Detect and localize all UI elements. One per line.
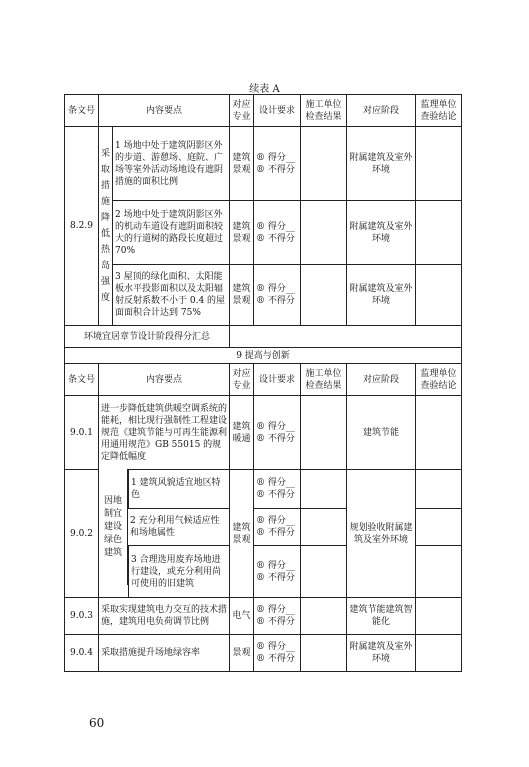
checklist-table <box>64 94 462 672</box>
supervisor-result <box>416 127 462 201</box>
item-major: 建筑暖通 <box>230 396 254 470</box>
header-builder: 施工单位检查结果 <box>301 95 347 127</box>
design-requirement <box>254 201 301 265</box>
supervisor-result <box>416 598 462 635</box>
builder-result <box>301 470 347 509</box>
design-requirement <box>254 470 301 509</box>
score-option: ® 得分__ <box>256 221 295 232</box>
clause-number: 9.0.1 <box>65 396 99 470</box>
supervisor-result <box>416 396 462 470</box>
measure-label: 采取措施降低热岛强度 <box>99 127 113 326</box>
supervisor-result <box>416 265 462 326</box>
score-option: ® 得分__ <box>256 421 295 432</box>
item-major: 电气 <box>230 598 254 635</box>
supervisor-result <box>416 201 462 265</box>
header-clause: 条文号 <box>65 364 99 396</box>
clause-number: 9.0.3 <box>65 598 99 635</box>
clause-number: 9.0.2 <box>65 470 99 598</box>
builder-result <box>301 396 347 470</box>
stage-cell: 建筑节能建筑智能化 <box>347 598 416 635</box>
summary-label: 环境宜居章节设计阶段得分汇总 <box>65 326 230 348</box>
item-major: 建筑景观 <box>230 127 254 201</box>
noscore-option: ® 不得分 <box>256 617 295 627</box>
item-text: 1 建筑风貌适宜地区特色 <box>131 478 221 500</box>
noscore-option: ® 不得分 <box>256 233 295 244</box>
item-text: 3 屋顶的绿化面积、太阳能板水平投影面积以及太阳辐射反射系数不小于 0.4 的屋面面积合计达到 75% <box>113 265 230 326</box>
section-title: 9 提高与创新 <box>65 348 462 364</box>
table-row <box>65 396 462 470</box>
table-row <box>65 127 462 201</box>
stage-cell: 规划验收附属建筑及室外环境 <box>347 470 416 598</box>
header-clause: 条文号 <box>65 95 99 127</box>
design-requirement <box>254 265 301 326</box>
builder-result <box>301 265 347 326</box>
table-row <box>65 201 462 265</box>
clause-number: 8.2.9 <box>65 127 99 326</box>
builder-result <box>301 509 347 546</box>
header-content: 内容要点 <box>99 95 230 127</box>
stage-cell: 附属建筑及室外环境 <box>347 265 416 326</box>
score-option: ® 得分__ <box>256 560 295 571</box>
item-major: 景观 <box>230 635 254 672</box>
score-option: ® 得分__ <box>256 284 295 294</box>
measure-label: 因地制宜建设绿色建筑 <box>99 469 128 585</box>
supervisor-result <box>416 509 462 546</box>
item-text: 3 合理选用废弃场地进行建设，或充分利用尚可使用的旧建筑 <box>131 554 222 589</box>
summary-value <box>230 326 462 348</box>
stage-cell: 建筑节能 <box>347 396 416 470</box>
design-requirement <box>254 396 301 470</box>
item-major: 建筑景观 <box>230 470 254 598</box>
score-option: ® 得分__ <box>256 642 295 652</box>
builder-result <box>301 201 347 265</box>
score-option: ® 得分__ <box>256 516 295 526</box>
item-major: 建筑景观 <box>230 265 254 326</box>
item-text: 采取措施提升场地绿容率 <box>99 635 230 672</box>
builder-result <box>301 546 347 598</box>
item-text: 采取实现建筑电力交互的技术措施，建筑用电负荷调节比例 <box>99 598 230 635</box>
header-content: 内容要点 <box>99 364 230 396</box>
clause-number: 9.0.4 <box>65 635 99 672</box>
noscore-option: ® 不得分 <box>256 528 295 538</box>
supervisor-result <box>416 470 462 509</box>
noscore-option: ® 不得分 <box>256 490 295 500</box>
score-option: ® 得分__ <box>256 478 295 488</box>
stage-cell: 附属建筑及室外环境 <box>347 635 416 672</box>
stage-cell: 附属建筑及室外环境 <box>347 127 416 201</box>
builder-result <box>301 635 347 672</box>
item-text: 2 充分利用气候适应性和场地属性 <box>130 516 220 538</box>
header-supervisor: 监理单位查验结论 <box>416 95 462 127</box>
design-requirement <box>254 635 301 672</box>
table-row <box>65 635 462 672</box>
design-requirement <box>254 546 301 598</box>
design-requirement <box>254 509 301 546</box>
item-text: 1 场地中处于建筑阴影区外的步道、游憩场、庭院、广场等室外活动场地设有遮阴措施的面积比例 <box>113 127 230 201</box>
header-row <box>65 95 462 127</box>
page-number: 60 <box>89 716 105 730</box>
header-stage: 对应阶段 <box>347 95 416 127</box>
table-row <box>65 598 462 635</box>
stage-cell: 附属建筑及室外环境 <box>347 201 416 265</box>
noscore-option: ® 不得分 <box>256 572 295 583</box>
design-requirement <box>254 598 301 635</box>
item-major: 建筑景观 <box>230 201 254 265</box>
supervisor-result <box>416 635 462 672</box>
summary-row <box>65 326 462 348</box>
header-stage: 对应阶段 <box>347 364 416 396</box>
noscore-option: ® 不得分 <box>256 164 295 175</box>
score-option: ® 得分__ <box>256 152 295 163</box>
item-text: 进一步降低建筑供暖空调系统的能耗，相比现行强制性工程建设规范《建筑节能与可再生能源利用通用规范》GB 55015 的规定降低幅度 <box>99 396 230 470</box>
table-caption: 续表 A <box>249 84 280 95</box>
noscore-option: ® 不得分 <box>256 433 295 444</box>
supervisor-result <box>416 546 462 598</box>
subitem-split <box>99 495 230 558</box>
header-major: 对应专业 <box>230 95 254 127</box>
header-req: 设计要求 <box>254 95 301 127</box>
header-req: 设计要求 <box>254 364 301 396</box>
header-supervisor: 监理单位查验结论 <box>416 364 462 396</box>
section-row <box>65 348 462 364</box>
header-row <box>65 364 462 396</box>
item-text: 2 场地中处于建筑阴影区外的机动车道设有遮阴面积较大的行道树的路段长度超过 70% <box>113 201 230 265</box>
noscore-option: ® 不得分 <box>256 654 295 664</box>
builder-result <box>301 127 347 201</box>
noscore-option: ® 不得分 <box>256 296 295 306</box>
header-major: 对应专业 <box>230 364 254 396</box>
score-option: ® 得分__ <box>256 605 295 615</box>
table-row <box>65 265 462 326</box>
header-builder: 施工单位检查结果 <box>301 364 347 396</box>
builder-result <box>301 598 347 635</box>
design-requirement <box>254 127 301 201</box>
